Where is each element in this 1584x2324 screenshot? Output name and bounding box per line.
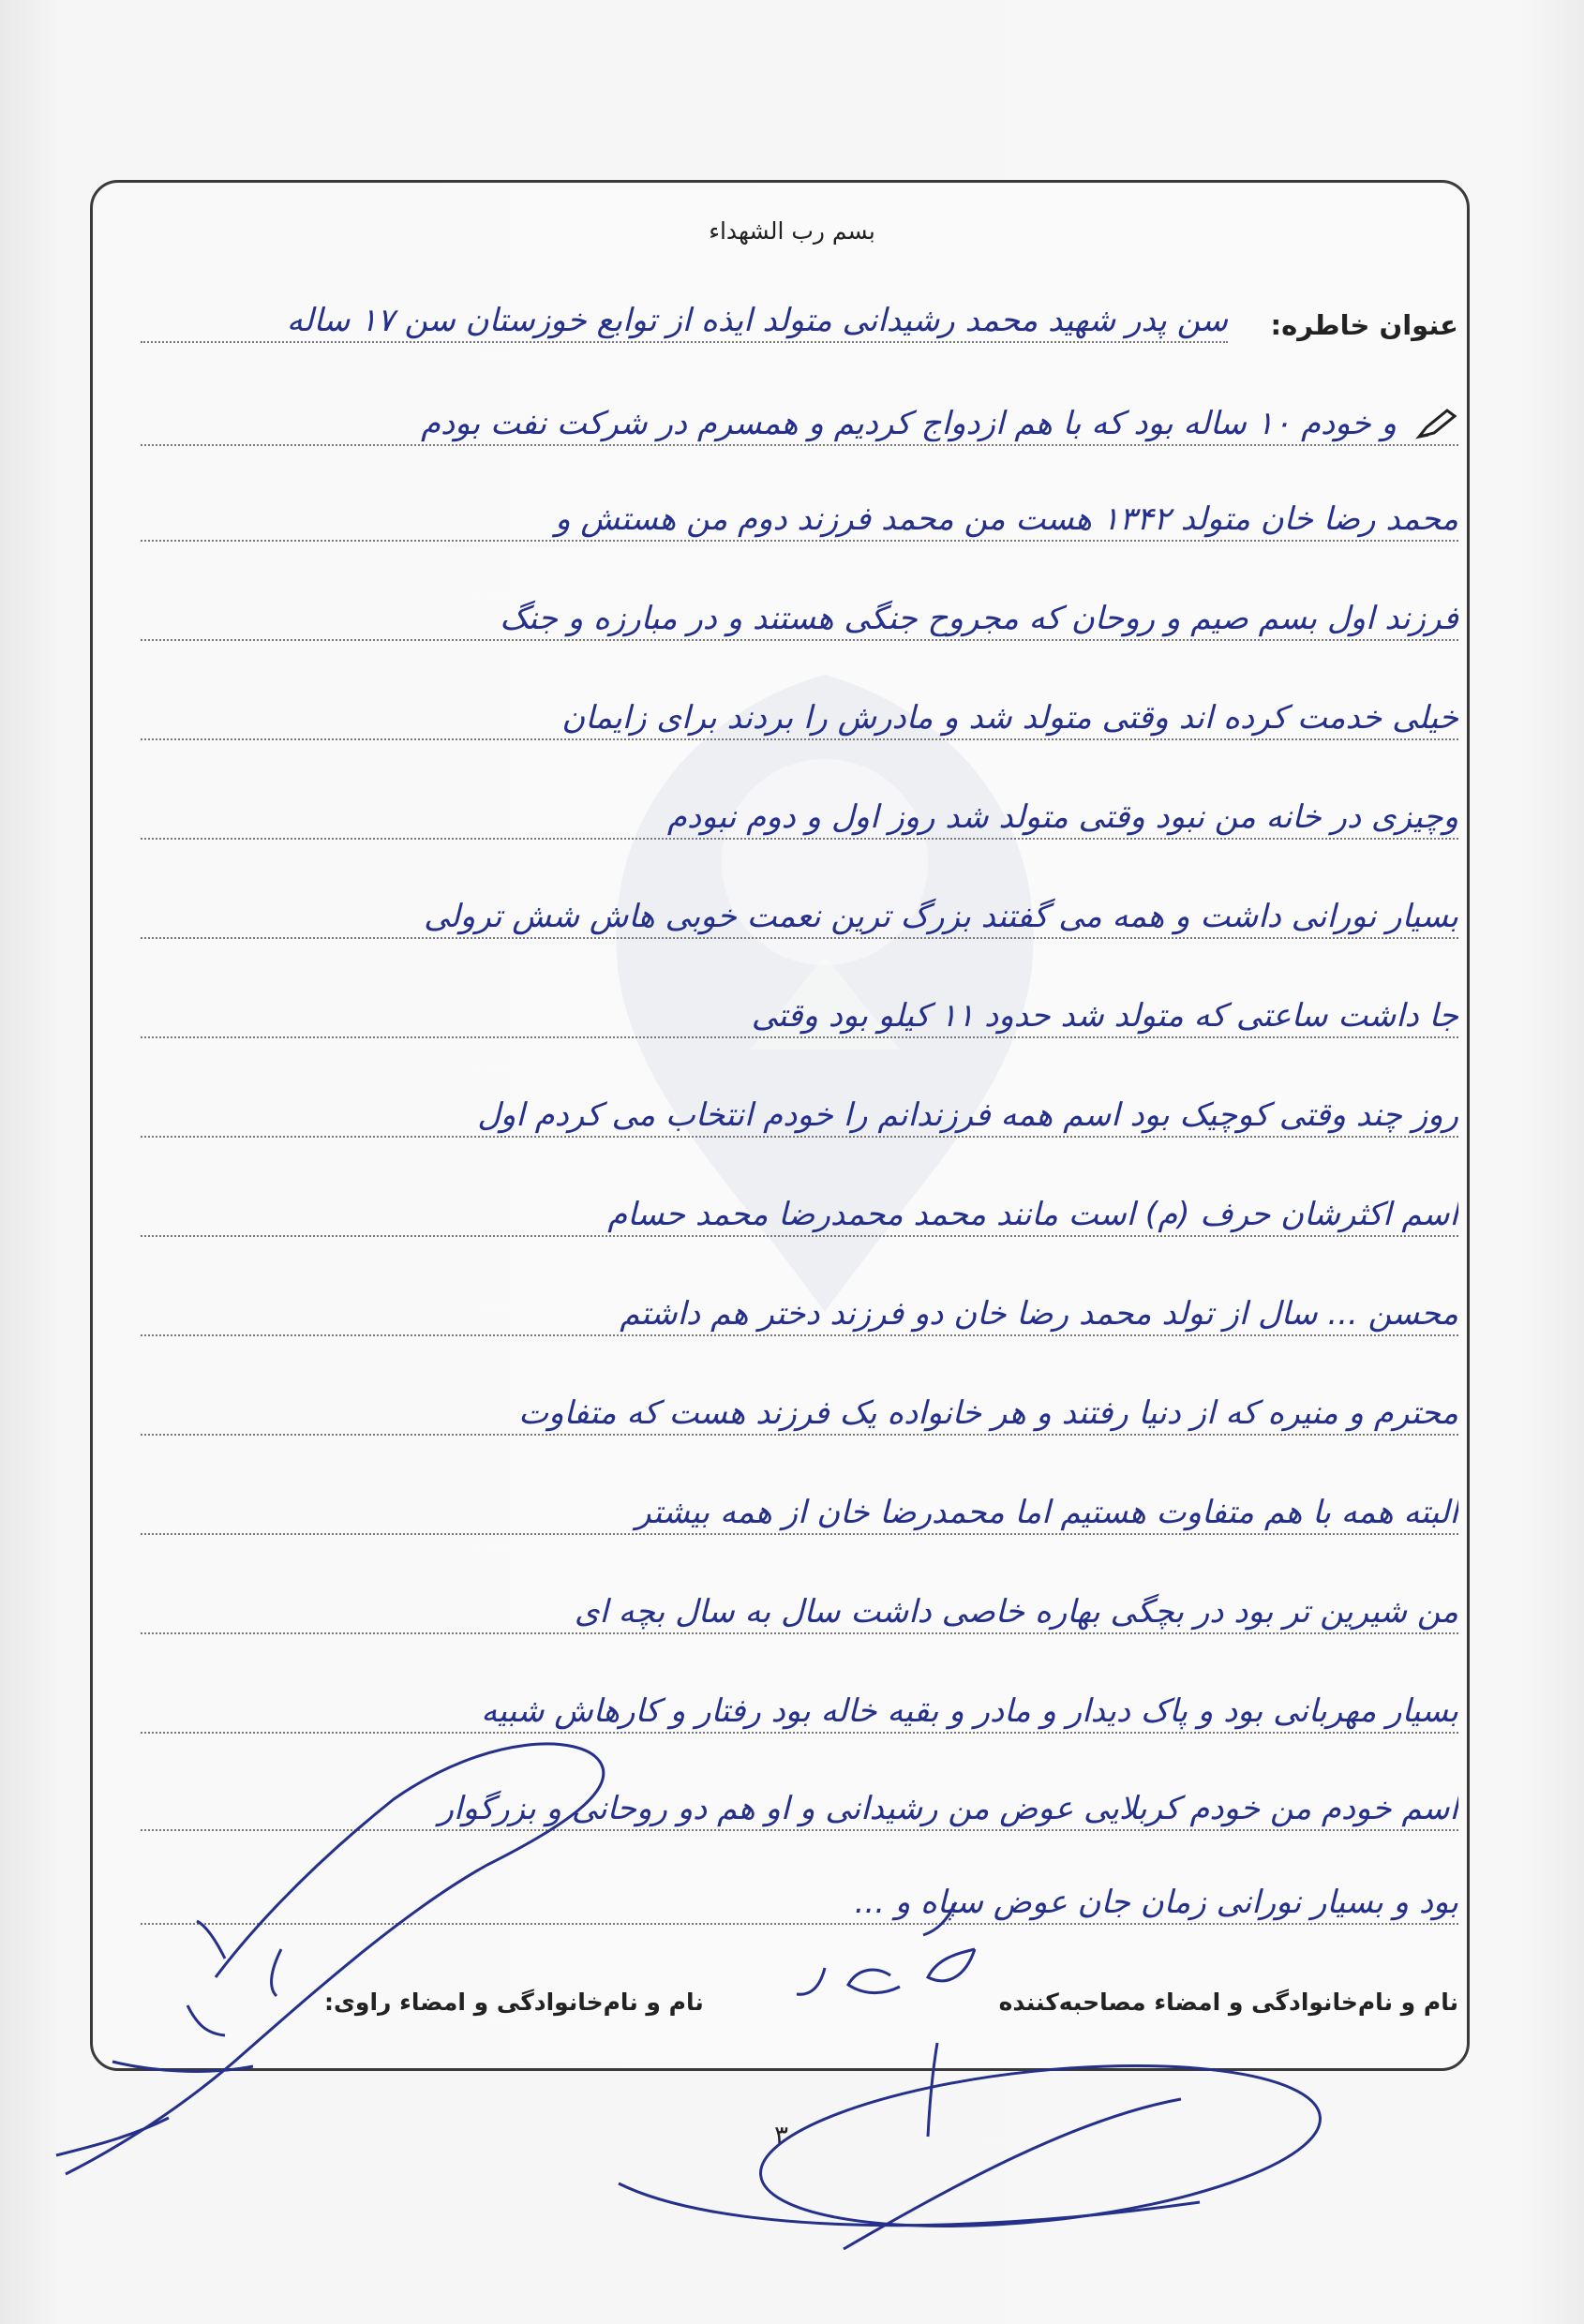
handwritten-line: خیلی خدمت کرده اند وقتی متولد شد و مادرش را بردند برای زایمان: [561, 699, 1458, 737]
dotted-rule: [141, 1036, 1458, 1038]
dotted-rule: [141, 738, 1458, 740]
dotted-rule: [141, 1533, 1458, 1535]
dotted-rule: [141, 444, 1458, 446]
handwritten-line: اسم اکثرشان حرف (م) است مانند محمد محمدرضا محمد حسام: [607, 1196, 1458, 1233]
handwritten-line: محمد رضا خان متولد ۱۳۴۲ هست من محمد فرزند دوم من هستش و: [555, 500, 1458, 538]
handwritten-line: بود و بسیار نورانی زمان جان عوض سپاه و ...: [854, 1884, 1458, 1921]
handwritten-line: بسیار مهربانی بود و پاک دیدار و مادر و بقیه خاله بود رفتار و کارهاش شبیه: [481, 1692, 1458, 1730]
bismillah-header: بسم رب الشهداء: [709, 217, 875, 245]
handwritten-line: روز چند وقتی کوچیک بود اسم همه فرزندانم را خودم انتخاب می کردم اول: [477, 1096, 1458, 1134]
handwritten-line: فرزند اول بسم صیم و روحان که مجروح جنگی هستند و در مبارزه و جنگ: [500, 600, 1458, 637]
dotted-rule: [141, 838, 1458, 840]
handwritten-line: البته همه با هم متفاوت هستیم اما محمدرضا خان از همه بیشتر: [635, 1494, 1458, 1531]
handwritten-line: و خودم ۱۰ ساله بود که با هم ازدواج کردیم و همسرم در شرکت نفت بودم: [420, 405, 1397, 442]
dotted-rule: [141, 937, 1458, 939]
dotted-rule: [141, 639, 1458, 641]
interviewer-signature-label: نام و نام‌خانوادگی و امضاء مصاحبه‌کننده: [998, 1989, 1458, 2016]
handwritten-line: سن پدر شهید محمد رشیدانی متولد ایذه از توابع خوزستان سن ۱۷ ساله: [286, 302, 1228, 339]
handwritten-line: بسیار نورانی داشت و همه می گفتند بزرگ ترین نعمت خوبی هاش شش ترولی: [424, 898, 1458, 935]
handwritten-line: اسم خودم من خودم کربلایی عوض من رشیدانی و او هم دو روحانی و بزرگوار: [438, 1790, 1458, 1827]
handwritten-line: وچیزی در خانه من نبود وقتی متولد شد روز اول و دوم نبودم: [666, 798, 1458, 836]
dotted-rule: [141, 341, 1228, 343]
handwritten-line: جا داشت ساعتی که متولد شد حدود ۱۱ کیلو بود وقتی: [751, 997, 1458, 1035]
dotted-rule: [141, 1732, 1458, 1734]
dotted-rule: [141, 1829, 1458, 1831]
dotted-rule: [141, 1136, 1458, 1138]
dotted-rule: [141, 1334, 1458, 1336]
dotted-rule: [141, 1235, 1458, 1237]
memory-title-label: عنوان خاطره:: [1270, 309, 1458, 341]
handwritten-line: محسن ... سال از تولد محمد رضا خان دو فرزند دختر هم داشتم: [620, 1295, 1458, 1333]
dotted-rule: [141, 1632, 1458, 1634]
page-number: ۳: [774, 2120, 789, 2151]
handwritten-line: محترم و منیره که از دنیا رفتند و هر خانواده یک فرزند هست که متفاوت: [518, 1394, 1458, 1432]
narrator-signature-label: نام و نام‌خانوادگی و امضاء راوی:: [324, 1989, 704, 2016]
handwritten-line: من شیرین تر بود در بچگی بهاره خاصی داشت سال به سال بچه ای: [574, 1593, 1458, 1631]
dotted-rule: [141, 1923, 1458, 1925]
dotted-rule: [141, 1434, 1458, 1436]
pen-icon: [1415, 407, 1458, 440]
dotted-rule: [141, 540, 1458, 542]
